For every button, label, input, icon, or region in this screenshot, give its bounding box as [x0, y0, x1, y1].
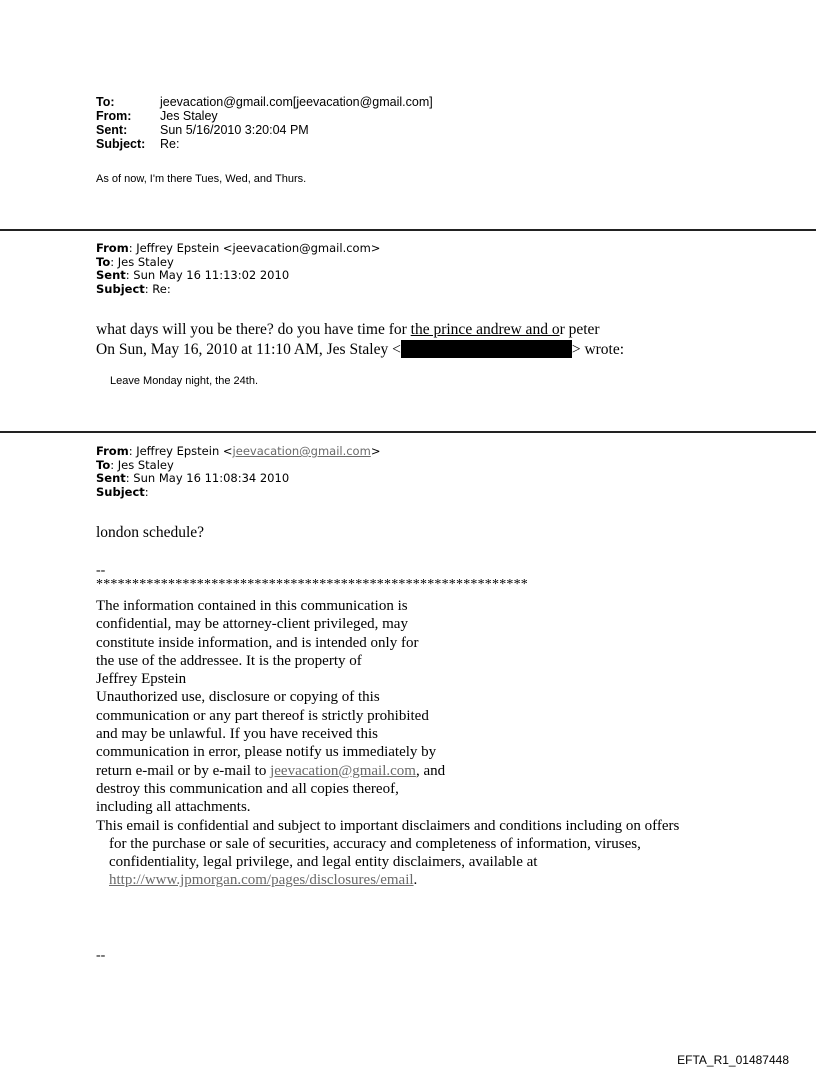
from-label: From:: [96, 109, 132, 123]
email2-quote-intro-end: > wrote:: [571, 340, 625, 358]
signature-stars: ************************************************************: [96, 577, 528, 592]
email2-sent-label: Sent: [96, 268, 126, 283]
email3-subject-label: Subject: [96, 484, 145, 499]
disclaimer-email-line: [96, 762, 679, 780]
email2-to-label: To: [96, 254, 111, 269]
email3-to-label: To: [96, 457, 111, 472]
from-row: [96, 109, 433, 123]
email2-body-line2: [96, 340, 624, 360]
email3-to-row: [96, 459, 380, 473]
signature-dash: --: [96, 563, 106, 578]
disclaimer-line: the use of the addressee. It is the property of: [96, 652, 362, 669]
email3-from-row: [96, 445, 380, 459]
jpm-disclaimer-line: confidentiality, legal privilege, and legal entity disclaimers, available at: [109, 854, 538, 871]
email2-subject-row: [96, 283, 380, 297]
to-row: [96, 95, 433, 109]
email2-from-value: : Jeffrey Epstein <jeevacation@gmail.com>: [128, 241, 381, 255]
disclaimer-line: Jeffrey Epstein: [96, 671, 187, 688]
email3-sent-value: : Sun May 16 11:08:34 2010: [125, 471, 290, 486]
email3-to-value: : Jes Staley: [110, 457, 174, 472]
disclaimer-line: confidential, may be attorney-client privileged, may: [96, 616, 408, 633]
disclaimer-line: destroy this communication and all copies thereof,: [96, 780, 399, 797]
email1-header: [96, 95, 433, 151]
disclaimer-line: including all attachments.: [96, 799, 251, 816]
sent-label: Sent:: [96, 123, 128, 137]
email3-body: london schedule?: [96, 524, 205, 541]
email2-sent-row: [96, 269, 380, 283]
email3-sent-row: [96, 472, 380, 486]
email3-header: [96, 445, 380, 499]
email3-subject-value: :: [144, 484, 149, 499]
sent-row: [96, 123, 433, 137]
email2-from-row: [96, 242, 380, 256]
email3-from-prefix: : Jeffrey Epstein <: [128, 444, 233, 458]
disclaimer: [96, 597, 679, 890]
subject-value: Re:: [160, 137, 180, 151]
jpm-disclaimer-line: This email is confidential and subject to important disclaimers and conditions including on offers: [96, 817, 680, 834]
from-value: Jes Staley: [160, 109, 218, 123]
disclaimer-email-link[interactable]: jeevacation@gmail.com: [270, 762, 416, 779]
subject-label: Subject:: [96, 137, 146, 151]
email2-to-row: [96, 256, 380, 270]
disclaimer-line: Unauthorized use, disclosure or copying of this: [96, 689, 380, 706]
to-label: To:: [96, 95, 115, 109]
email2-header: [96, 242, 380, 296]
end-dash: --: [96, 948, 106, 963]
email3-sent-label: Sent: [96, 471, 126, 486]
disclaimer-email-prefix: return e-mail or by e-mail to: [96, 762, 271, 779]
sent-value: Sun 5/16/2010 3:20:04 PM: [160, 123, 309, 137]
email3-from-link[interactable]: jeevacation@gmail.com: [232, 444, 371, 458]
disclaimer-line: communication or any part thereof is strictly prohibited: [96, 707, 429, 724]
email2-body-line1-text: what days will you be there? do you have time for the prince andrew and or peter: [96, 321, 600, 338]
redaction-block: [401, 340, 572, 358]
underlined-text: the prince andrew and o: [410, 321, 560, 338]
email2-sent-value: : Sun May 16 11:13:02 2010: [125, 268, 290, 283]
email3-from-suffix: >: [370, 444, 381, 458]
disclaimer-line: constitute inside information, and is intended only for: [96, 634, 419, 651]
to-value: jeevacation@gmail.com[jeevacation@gmail.com]: [160, 95, 433, 109]
email1-body: As of now, I'm there Tues, Wed, and Thurs.: [96, 173, 307, 185]
email2-quote-intro: On Sun, May 16, 2010 at 11:10 AM, Jes Staley <: [96, 340, 401, 358]
jpm-link-line: [96, 871, 679, 889]
email2-body: [96, 321, 624, 359]
email2-subject-value: : Re:: [144, 281, 171, 296]
jpm-disclaimer-line: for the purchase or sale of securities, accuracy and completeness of information, viruses,: [109, 835, 641, 852]
divider: [0, 229, 816, 231]
email2-subject-label: Subject: [96, 281, 145, 296]
email2-quoted-text: Leave Monday night, the 24th.: [110, 375, 258, 387]
email2-body-line1: [96, 321, 624, 340]
disclaimer-line: The information contained in this communication is: [96, 598, 408, 614]
email3-subject-row: [96, 486, 380, 500]
document-id: EFTA_R1_01487448: [677, 1053, 789, 1067]
jpm-link-suffix: .: [413, 872, 418, 889]
disclaimer-line: communication in error, please notify us immediately by: [96, 744, 437, 761]
email3-from-label: From: [96, 444, 129, 458]
email2-from-label: From: [96, 241, 129, 255]
jpm-disclosures-link[interactable]: http://www.jpmorgan.com/pages/disclosures/email: [109, 872, 414, 889]
subject-row: [96, 137, 433, 151]
disclaimer-email-suffix: , and: [415, 762, 446, 779]
email2-to-value: : Jes Staley: [110, 254, 174, 269]
divider: [0, 431, 816, 433]
disclaimer-line: and may be unlawful. If you have received this: [96, 726, 378, 743]
